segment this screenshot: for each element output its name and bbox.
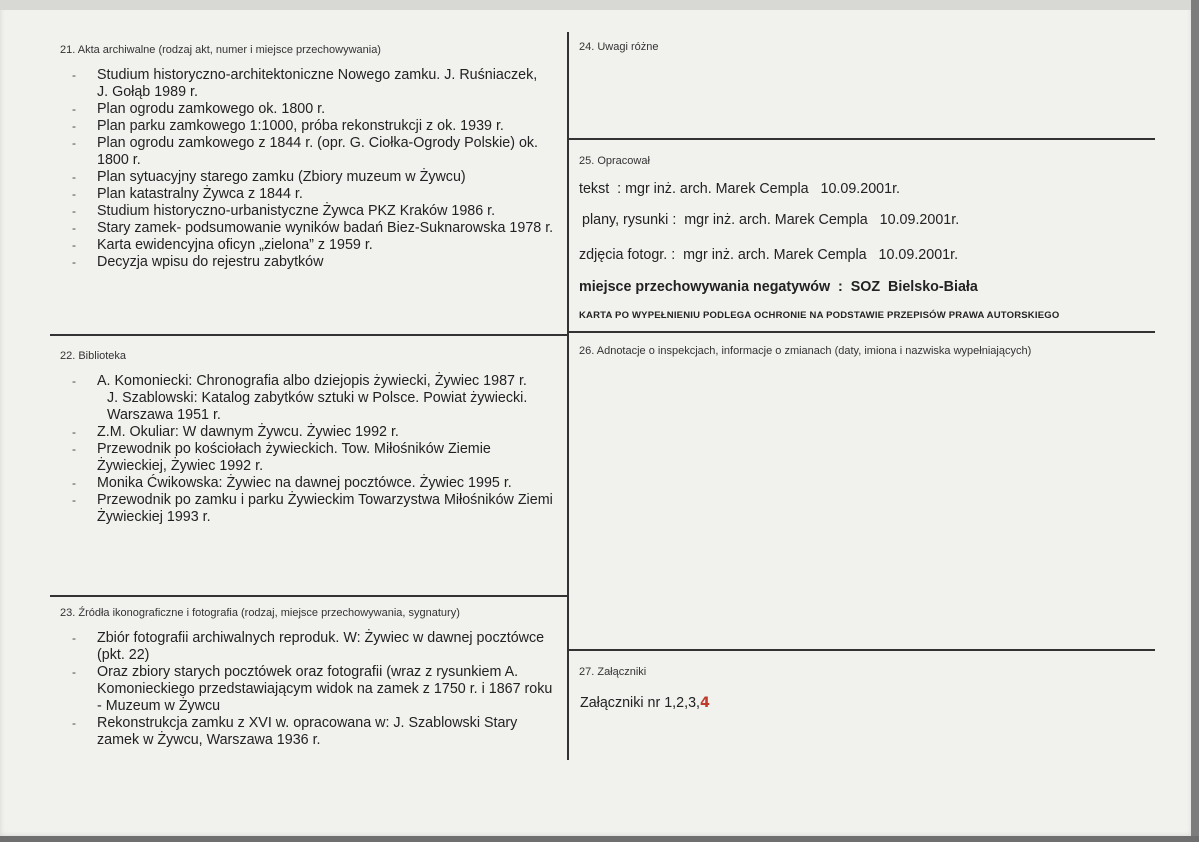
list-item: - Oraz zbiory starych pocztówek oraz fotografii (wraz z rysunkiem A. Komonieckiego przedstawiającym widok na zamek z 1750 r. i 1867 roku - Muzeum w Żywcu: [61, 664, 561, 715]
list-item: J. Szablowski: Katalog zabytków sztuki w Polsce. Powiat żywiecki. Warszawa 1951 r.: [107, 390, 528, 423]
list-item: - Z.M. Okuliar: W dawnym Żywcu. Żywiec 1992 r.: [61, 424, 561, 441]
author-text-line: tekst : mgr inż. arch. Marek Cempla 10.09.2001r.: [579, 181, 901, 197]
list-item: - Zbiór fotografii archiwalnych reproduk. W: Żywiec w dawnej pocztówce (pkt. 22): [61, 630, 561, 664]
divider-24-25: [568, 138, 1155, 140]
scan-right-edge: [1191, 0, 1199, 842]
scan-top-edge: [0, 0, 1199, 10]
divider-21-22: [50, 334, 567, 336]
author-photos-line: zdjęcia fotogr. : mgr inż. arch. Marek Cempla 10.09.2001r.: [579, 247, 959, 263]
author-drawings-line: plany, rysunki : mgr inż. arch. Marek Cempla 10.09.2001r.: [582, 212, 960, 228]
section-27-label: 27. Załączniki: [579, 666, 647, 678]
section-22-list: [61, 373, 561, 526]
section-25-label: 25. Opracował: [579, 155, 650, 167]
section-23-list: [61, 630, 561, 749]
list-item: - Plan katastralny Żywca z 1844 r.: [61, 186, 566, 203]
list-item: - Plan parku zamkowego 1:1000, próba rekonstrukcji z ok. 1939 r.: [61, 118, 566, 135]
list-item: - Karta ewidencyjna oficyn „zielona” z 1959 r.: [61, 237, 566, 254]
list-item: - Plan sytuacyjny starego zamku (Zbiory muzeum w Żywcu): [61, 169, 566, 186]
section-23-label: 23. Źródła ikonograficzne i fotografia (rodzaj, miejsce przechowywania, sygnatury): [60, 607, 460, 619]
divider-22-23: [50, 595, 567, 597]
handwritten-number: 4: [700, 695, 710, 711]
list-item: - Przewodnik po zamku i parku Żywieckim Towarzystwa Miłośników Ziemi Żywieckiej 1993 r.: [61, 492, 561, 526]
divider-25-26: [568, 331, 1155, 333]
list-item: - Plan ogrodu zamkowego z 1844 r. (opr. G. Ciołka-Ogrody Polskie) ok. 1800 r.: [61, 135, 566, 169]
attachments-line: [580, 695, 710, 711]
list-item: - Studium historyczno-architektoniczne Nowego zamku. J. Ruśniaczek, J. Gołąb 1989 r.: [61, 67, 566, 101]
negatives-location: miejsce przechowywania negatywów : SOZ Bielsko-Biała: [579, 279, 978, 295]
copyright-notice: KARTA PO WYPEŁNIENIU PODLEGA OCHRONIE NA PODSTAWIE PRZEPISÓW PRAWA AUTORSKIEGO: [579, 310, 1060, 321]
list-item: - A. Komoniecki: Chronografia albo dziejopis żywiecki, Żywiec 1987 r.: [61, 373, 561, 390]
section-21-label: 21. Akta archiwalne (rodzaj akt, numer i miejsce przechowywania): [60, 44, 381, 56]
attachments-text: Załączniki nr 1,2,3,: [580, 695, 700, 711]
list-item: - Rekonstrukcja zamku z XVI w. opracowana w: J. Szablowski Stary zamek w Żywcu, Warszawa 1936 r.: [61, 715, 561, 749]
list-item: - Stary zamek- podsumowanie wyników badań Biez-Suknarowska 1978 r.: [61, 220, 566, 237]
list-item: - Decyzja wpisu do rejestru zabytków: [61, 254, 566, 271]
scan-bottom-edge: [0, 836, 1199, 842]
section-24-label: 24. Uwagi różne: [579, 41, 659, 53]
section-22-label: 22. Biblioteka: [60, 350, 127, 362]
list-item: - Studium historyczno-urbanistyczne Żywca PKZ Kraków 1986 r.: [61, 203, 566, 220]
list-item: - Monika Ćwikowska: Żywiec na dawnej pocztówce. Żywiec 1995 r.: [61, 475, 561, 492]
list-item: - Przewodnik po kościołach żywieckich. Tow. Miłośników Ziemie Żywieckiej, Żywiec 1992 r.: [61, 441, 561, 475]
section-21-list: [61, 67, 566, 271]
list-item: - Plan ogrodu zamkowego ok. 1800 r.: [61, 101, 566, 118]
divider-26-27: [568, 649, 1155, 651]
section-26-label: 26. Adnotacje o inspekcjach, informacje o zmianach (daty, imiona i nazwiska wypełniających): [579, 345, 1032, 357]
